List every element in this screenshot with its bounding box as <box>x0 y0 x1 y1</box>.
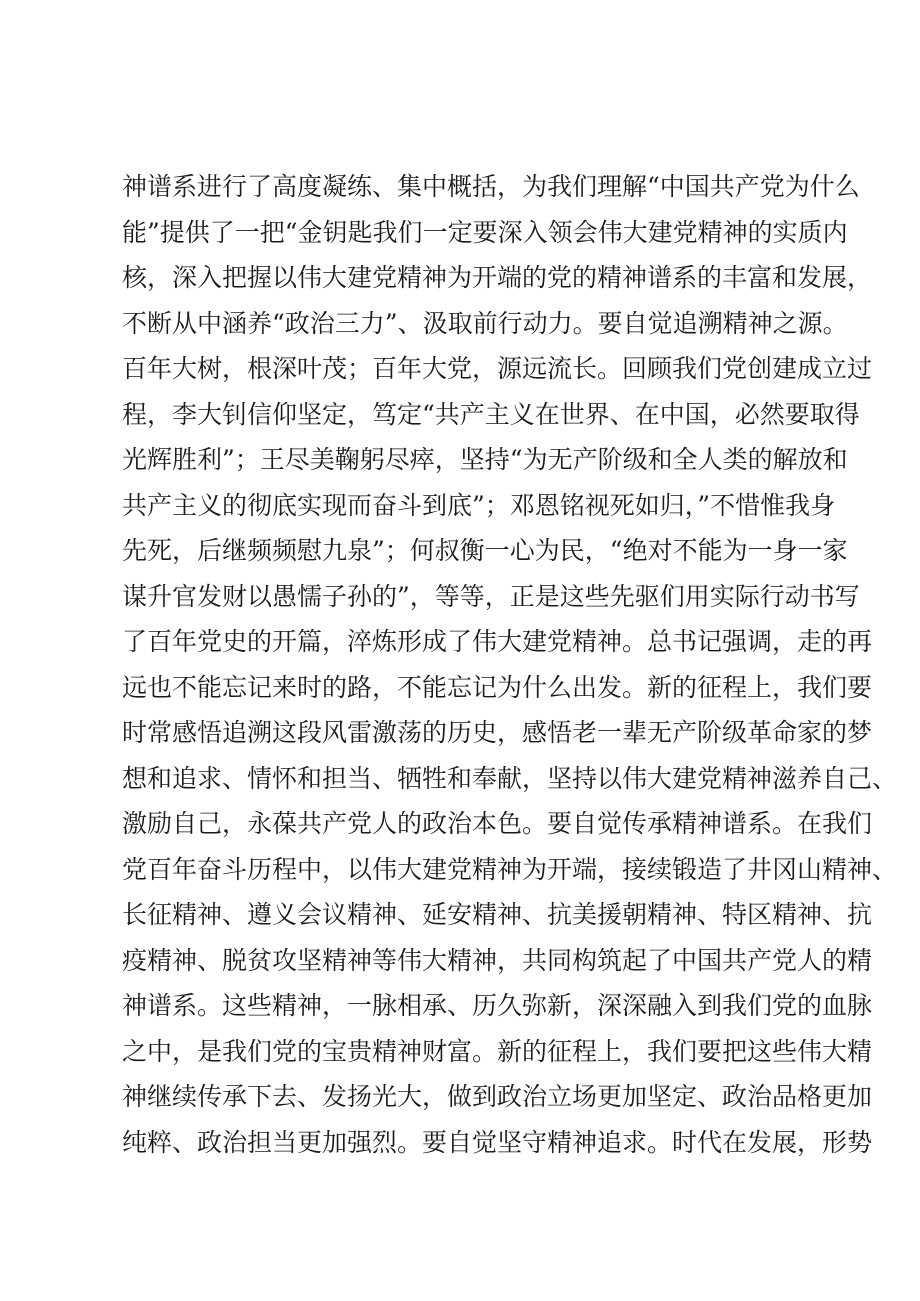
text-line-17: 长征精神、遵义会议精神、延安精神、抗美援朝精神、特区精神、抗 <box>122 900 873 929</box>
text-line-10: 谋升官发财以愚懦子孙的”，等等，正是这些先驱们用实际行动书写 <box>122 581 860 611</box>
text-line-22: 纯粹、政治担当更加强烈。要自觉坚守精神追求。时代在发展，形势 <box>122 1127 873 1157</box>
text-line-15: 激励自己，永葆共产党人的政治本色。要自觉传承精神谱系。在我们 <box>122 809 873 838</box>
text-line-9: 先死，后继频频慰九泉”；何叔衡一心为民，“绝对不能为一身一家 <box>122 536 848 565</box>
text-line-13: 时常感悟追溯这段风雷激荡的历史，感悟老一辈无产阶级革命家的梦 <box>122 718 873 747</box>
text-line-5: 百年大树，根深叶茂；百年大党，源远流长。回顾我们党创建成立过 <box>122 354 873 383</box>
text-line-3: 核，深入把握以伟大建党精神为开端的党的精神谱系的丰富和发展， <box>122 263 873 292</box>
text-line-11: 了百年党史的开篇，淬炼形成了伟大建党精神。总书记强调，走的再 <box>122 627 873 656</box>
text-line-6: 程，李大钊信仰坚定，笃定“共产主义在世界、在中国，必然要取得 <box>122 399 860 429</box>
text-line-7: 光辉胜利”；王尽美鞠躬尽瘁，坚持“为无产阶级和全人类的解放和 <box>122 445 848 474</box>
text-line-2: 能”提供了一把“金钥匙我们一定要深入领会伟大建党精神的实质内 <box>122 217 848 247</box>
text-line-20: 之中，是我们党的宝贵精神财富。新的征程上，我们要把这些伟大精 <box>122 1036 873 1066</box>
text-line-8: 共产主义的彻底实现而奋斗到底”；邓恩铭视死如归，”不惜惟我身 <box>122 490 836 520</box>
text-line-19: 神谱系。这些精神，一脉相承、历久弥新，深深融入到我们党的血脉 <box>122 991 873 1020</box>
text-line-12: 远也不能忘记来时的路，不能忘记为什么出发。新的征程上，我们要 <box>122 672 873 702</box>
text-line-16: 党百年奋斗历程中，以伟大建党精神为开端，接续锻造了井冈山精神、 <box>122 854 898 884</box>
text-line-1: 神谱系进行了高度凝练、集中概括，为我们理解“中国共产党为什么 <box>122 172 860 201</box>
text-line-21: 神继续传承下去、发扬光大，做到政治立场更加坚定、政治品格更加 <box>122 1082 873 1111</box>
text-line-14: 想和追求、情怀和担当、牺牲和奉献，坚持以伟大建党精神滋养自己、 <box>122 763 898 793</box>
text-line-4: 不断从中涵养“政治三力”、汲取前行动力。要自觉追溯精神之源。 <box>122 308 848 338</box>
text-line-18: 疫精神、脱贫攻坚精神等伟大精神，共同构筑起了中国共产党人的精 <box>122 945 873 975</box>
body-text <box>122 164 898 1165</box>
